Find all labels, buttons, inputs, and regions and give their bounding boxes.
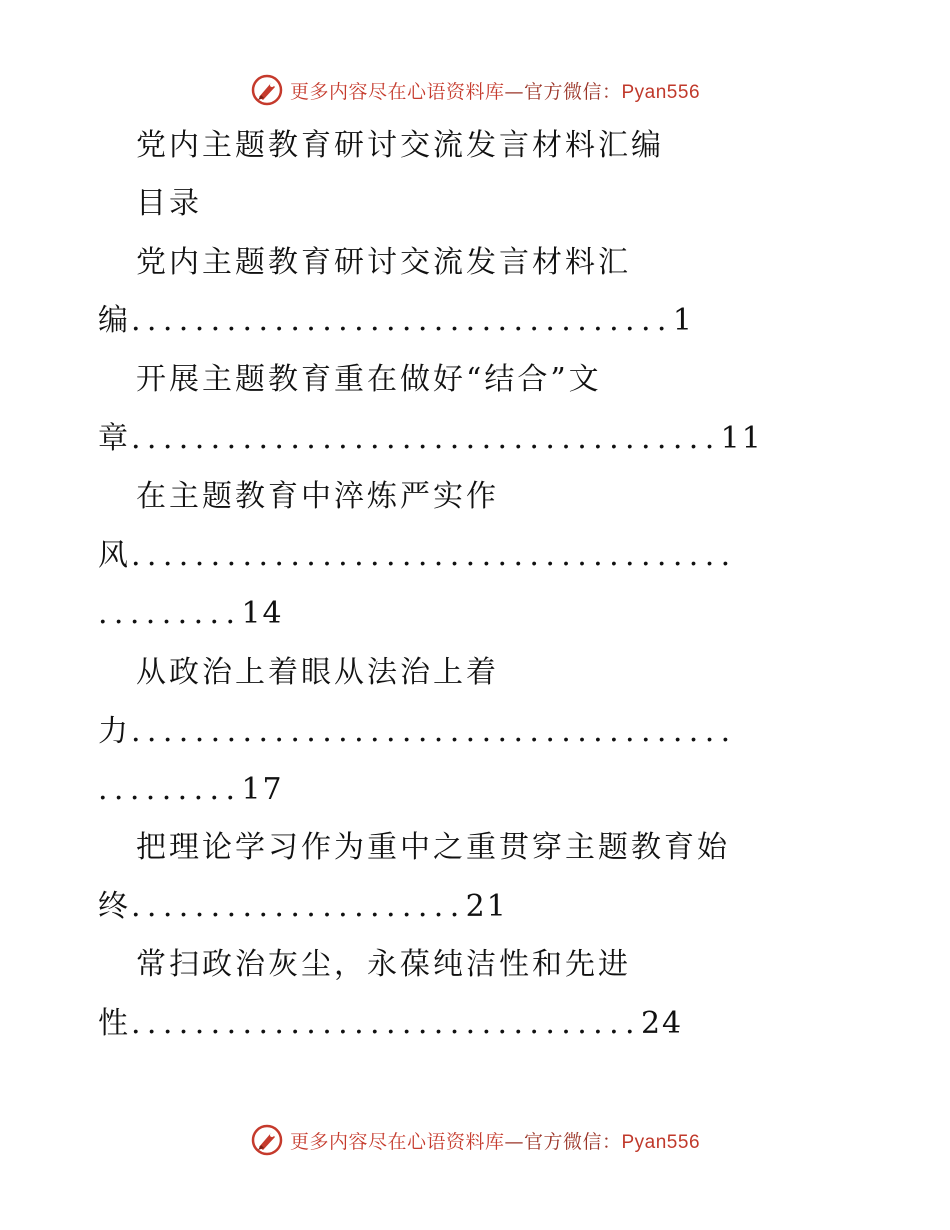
banner-separator: — [504,1130,524,1153]
toc-entry-3-line-cont[interactable] [98,594,284,634]
toc-entry-6-title: 常扫政治灰尘，永葆纯洁性和先进 [136,947,631,982]
toc-entry-4-line-cont[interactable] [98,770,284,810]
toc-entry-1-title-end: 编 [98,303,131,338]
toc-entry-1-page: 1 [672,303,694,338]
document-title: 党内主题教育研讨交流发言材料汇编 [136,128,664,163]
toc-entry-5-title-end: 终 [98,889,131,924]
toc-entry-3-title: 在主题教育中淬炼严实作 [136,479,499,514]
banner-wechat-id: Pyan556 [621,81,701,103]
toc-entry-4-leader: ...................................... [131,714,737,749]
pen-nib-logo-icon [250,73,284,107]
toc-entry-5-page: 21 [465,889,508,924]
toc-entry-2-page: 11 [720,421,763,456]
toc-entry-6-leader: ................................ [131,1006,641,1041]
toc-entry-2-line[interactable] [98,419,763,459]
banner-wechat-id: Pyan556 [621,1131,701,1153]
toc-entry-5-line[interactable] [98,887,508,927]
toc-entry-3-leader: ...................................... [131,538,737,573]
toc-entry-1-line[interactable] [98,301,694,341]
toc-entry-3-line[interactable] [98,536,737,576]
pen-nib-logo-icon [250,1123,284,1157]
header-watermark-banner [0,70,950,110]
banner-site-name: 更多内容尽在心语资料库 [289,80,505,103]
banner-text [290,77,700,104]
toc-entry-6-page: 24 [640,1006,684,1041]
toc-entry-4-line[interactable] [98,712,737,752]
toc-entry-5-leader: ..................... [131,889,466,924]
footer-watermark-banner [0,1120,950,1160]
toc-entry-4-title: 从政治上着眼从法治上着 [136,655,499,690]
banner-separator: — [504,80,524,103]
toc-entry-4-title-end: 力 [98,714,131,749]
toc-entry-4-leader-cont: ......... [98,772,242,807]
toc-entry-1-title: 党内主题教育研讨交流发言材料汇 [136,245,631,280]
toc-entry-3-leader-cont: ......... [98,596,242,631]
toc-entry-4-page: 17 [241,772,284,807]
toc-entry-3-title-end: 风 [98,538,131,573]
banner-wechat-label: 官方微信： [523,80,622,103]
toc-entry-2-leader: ..................................... [131,421,721,456]
banner-wechat-label: 官方微信： [523,1130,622,1153]
toc-heading: 目录 [136,186,202,221]
toc-entry-2-title: 开展主题教育重在做好“结合”文 [136,362,602,397]
toc-entry-6-line[interactable] [98,1004,683,1044]
toc-entry-2-title-end: 章 [98,421,131,456]
banner-site-name: 更多内容尽在心语资料库 [289,1130,505,1153]
toc-entry-3-page: 14 [241,596,284,631]
toc-entry-5-title: 把理论学习作为重中之重贯穿主题教育始 [136,830,730,865]
banner-text [290,1127,700,1154]
toc-entry-6-title-end: 性 [98,1006,131,1041]
toc-entry-1-leader: .................................. [131,303,673,338]
